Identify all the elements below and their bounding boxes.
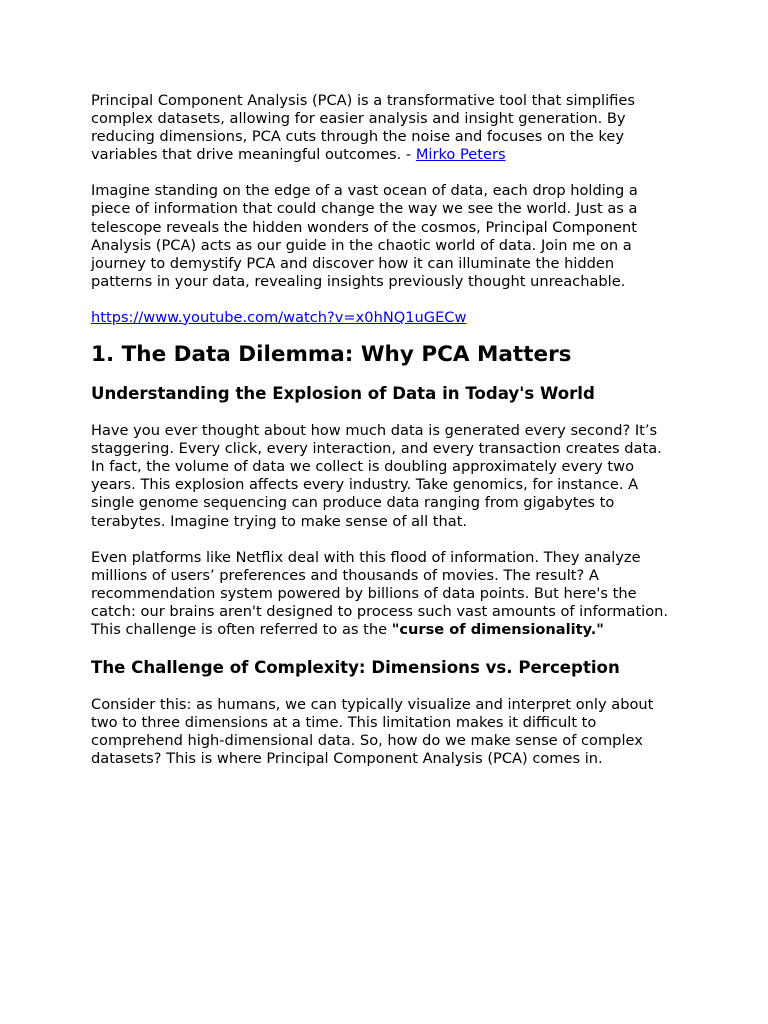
netflix-paragraph [91, 549, 678, 639]
dimensions-paragraph: Consider this: as humans, we can typically visualize and interpret only about two to three dimensions at a time. This limitation makes it difficult to comprehend high-dimensional data. So, how do we make sense of complex datasets? This is where Principal Component Analysis (PCA) comes in. [91, 696, 654, 768]
intro-text: Principal Component Analysis (PCA) is a transformative tool that simplifies complex datasets, allowing for easier analysis and insight generation. By reducing dimensions, PCA cuts through the noise and focuses on the key variables that drive meaningful outcomes. - [91, 92, 635, 164]
author-link[interactable]: Mirko Peters [415, 146, 506, 164]
curse-of-dimensionality-emphasis: "curse of dimensionality." [391, 620, 604, 638]
subheading-explosion-of-data: Understanding the Explosion of Data in Today's World [91, 384, 595, 404]
video-url-paragraph [91, 309, 678, 327]
intro-paragraph [91, 92, 678, 164]
youtube-link[interactable]: https://www.youtube.com/watch?v=x0hNQ1uGECw [91, 308, 467, 326]
data-generation-paragraph: Have you ever thought about how much data is generated every second? It’s staggering. Every click, every interaction, and every transaction creates data. In fact, the volume of data we collect is doubling approximately every two years. This explosion affects every industry. Take genomics, for instance. A single genome sequencing can produce data ranging from gigabytes to terabytes. Imagine trying to make sense of all that. [91, 422, 662, 530]
netflix-text: Even platforms like Netflix deal with this flood of information. They analyze millions of users’ preferences and thousands of movies. The result? A recommendation system powered by billions of data points. But here's the catch: our brains aren't designed to process such vast amounts of information. This challenge is often referred to as the [91, 548, 669, 638]
section-heading-data-dilemma: 1. The Data Dilemma: Why PCA Matters [91, 342, 572, 368]
opening-paragraph: Imagine standing on the edge of a vast ocean of data, each drop holding a piece of information that could change the way we see the world. Just as a telescope reveals the hidden wonders of the cosmos, Principal Component Analysis (PCA) acts as our guide in the chaotic world of data. Join me on a journey to demystify PCA and discover how it can illuminate the hidden patterns in your data, revealing insights previously thought unreachable. [91, 182, 638, 290]
subheading-challenge-of-complexity: The Challenge of Complexity: Dimensions vs. Perception [91, 658, 620, 678]
